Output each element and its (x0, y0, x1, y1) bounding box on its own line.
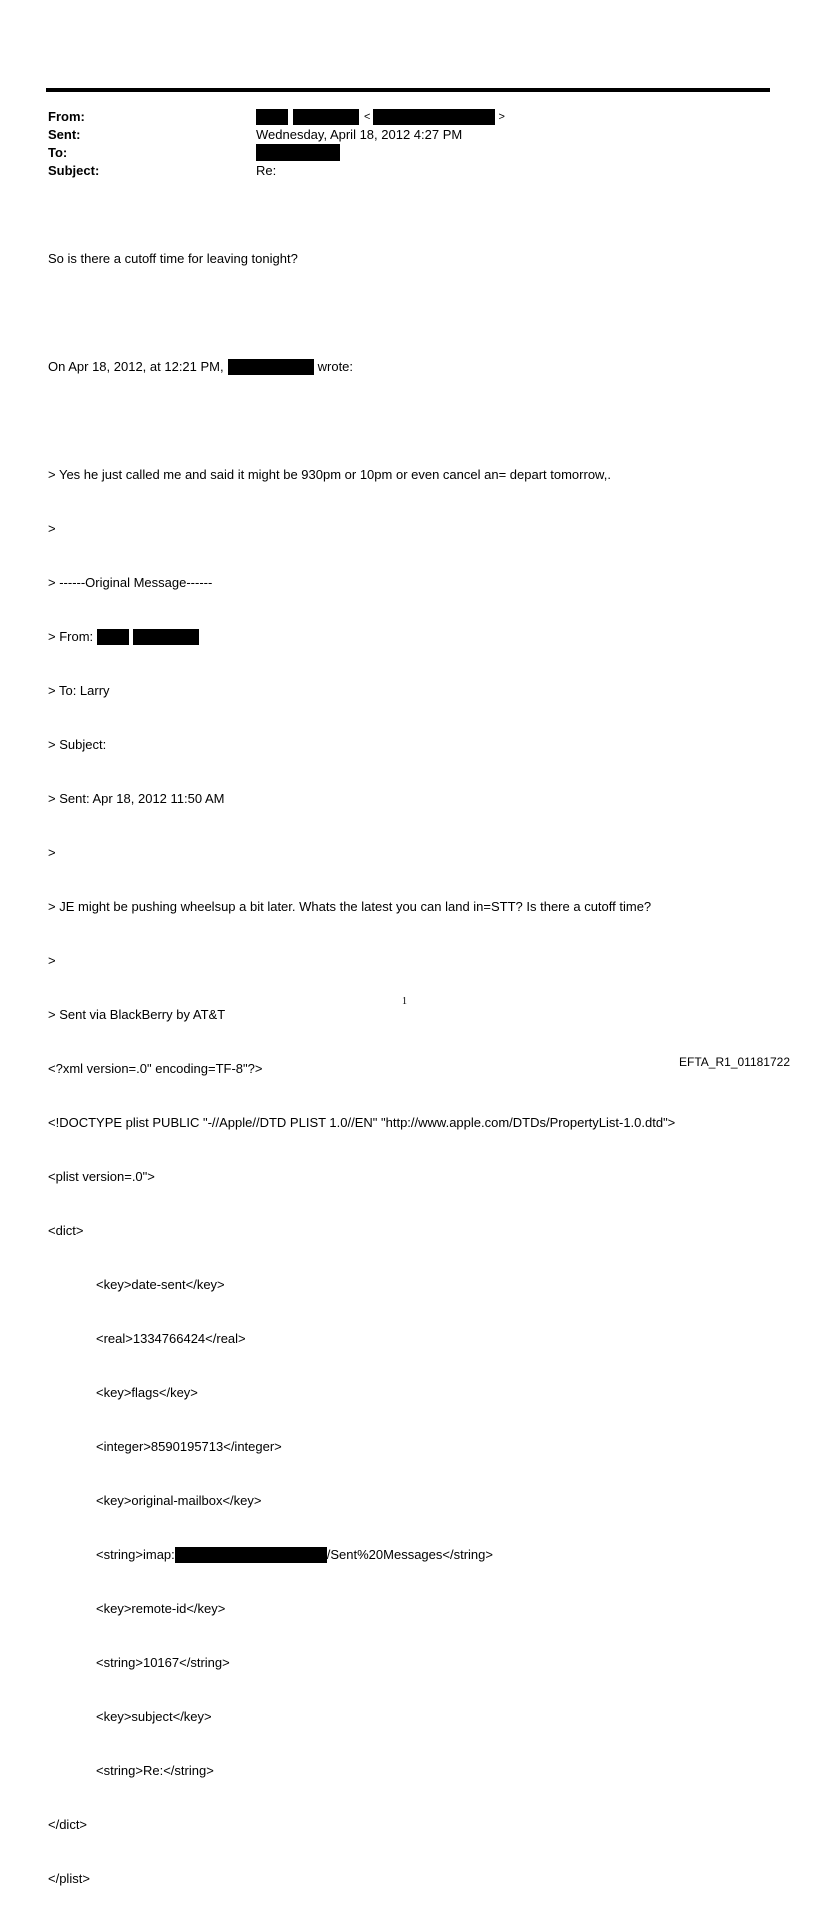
xml-line: </plist> (48, 1871, 90, 1886)
quote-intro: On Apr 18, 2012, at 12:21 PM, wrote: (48, 359, 354, 374)
sent-label: Sent: (48, 127, 81, 142)
redaction (228, 359, 314, 375)
redaction (256, 109, 288, 125)
redaction (97, 629, 129, 645)
quoted-from-line: > From: (48, 628, 675, 646)
body-line: > Yes he just called me and said it might be 930pm or 10pm or even cancel an= depart tomorrow,. (48, 467, 611, 482)
xml-line: <key>original-mailbox</key> (96, 1493, 262, 1508)
to-label: To: (48, 145, 68, 160)
xml-line: <integer>8590195713</integer> (96, 1439, 282, 1454)
body-line: > ------Original Message------ (48, 575, 213, 590)
body-line: > Subject: (48, 737, 107, 752)
body-line: > (48, 845, 56, 860)
xml-imap-line: <string>imap: /Sent%20Messages</string> (96, 1547, 493, 1562)
redaction (293, 109, 359, 125)
email-body (48, 214, 675, 1906)
body-line: > Sent: Apr 18, 2012 11:50 AM (48, 791, 225, 806)
from-label: From: (48, 109, 85, 124)
xml-line: <dict> (48, 1223, 84, 1238)
sent-value: Wednesday, April 18, 2012 4:27 PM (256, 127, 463, 142)
redaction (256, 144, 340, 161)
xml-line: <!DOCTYPE plist PUBLIC "-//Apple//DTD PLIST 1.0//EN" "http://www.apple.com/DTDs/PropertyList-1.0.dtd"> (48, 1115, 676, 1130)
xml-line: <plist version=.0"> (48, 1169, 155, 1184)
document-id: EFTA_R1_01181722 (679, 1055, 790, 1069)
xml-line: <real>1334766424</real> (96, 1331, 246, 1346)
from-gt: > (498, 111, 505, 123)
body-line: > To: Larry (48, 683, 110, 698)
header-rule (46, 88, 770, 92)
from-value (256, 108, 505, 126)
xml-line: <key>subject</key> (96, 1709, 212, 1724)
redaction (133, 629, 199, 645)
xml-line: </dict> (48, 1817, 88, 1832)
body-line: > JE might be pushing wheelsup a bit later. Whats the latest you can land in=STT? Is there a cutoff time? (48, 899, 652, 914)
xml-line: <string>10167</string> (96, 1655, 230, 1670)
body-line: > (48, 521, 56, 536)
xml-line: <?xml version=.0" encoding=TF-8"?> (48, 1061, 263, 1076)
subject-value: Re: (256, 163, 277, 178)
page-number: 1 (402, 996, 407, 1007)
redaction (175, 1547, 327, 1563)
xml-line: <string>Re:</string> (96, 1763, 214, 1778)
xml-line: <key>flags</key> (96, 1385, 198, 1400)
body-line: > Sent via BlackBerry by AT&T (48, 1007, 226, 1022)
redaction (373, 109, 495, 125)
body-line: > (48, 953, 56, 968)
to-value (256, 144, 340, 161)
xml-line: <key>date-sent</key> (96, 1277, 225, 1292)
xml-line: <key>remote-id</key> (96, 1601, 226, 1616)
from-lt: < (364, 111, 371, 123)
subject-label: Subject: (48, 163, 100, 178)
body-line: So is there a cutoff time for leaving tonight? (48, 251, 298, 266)
